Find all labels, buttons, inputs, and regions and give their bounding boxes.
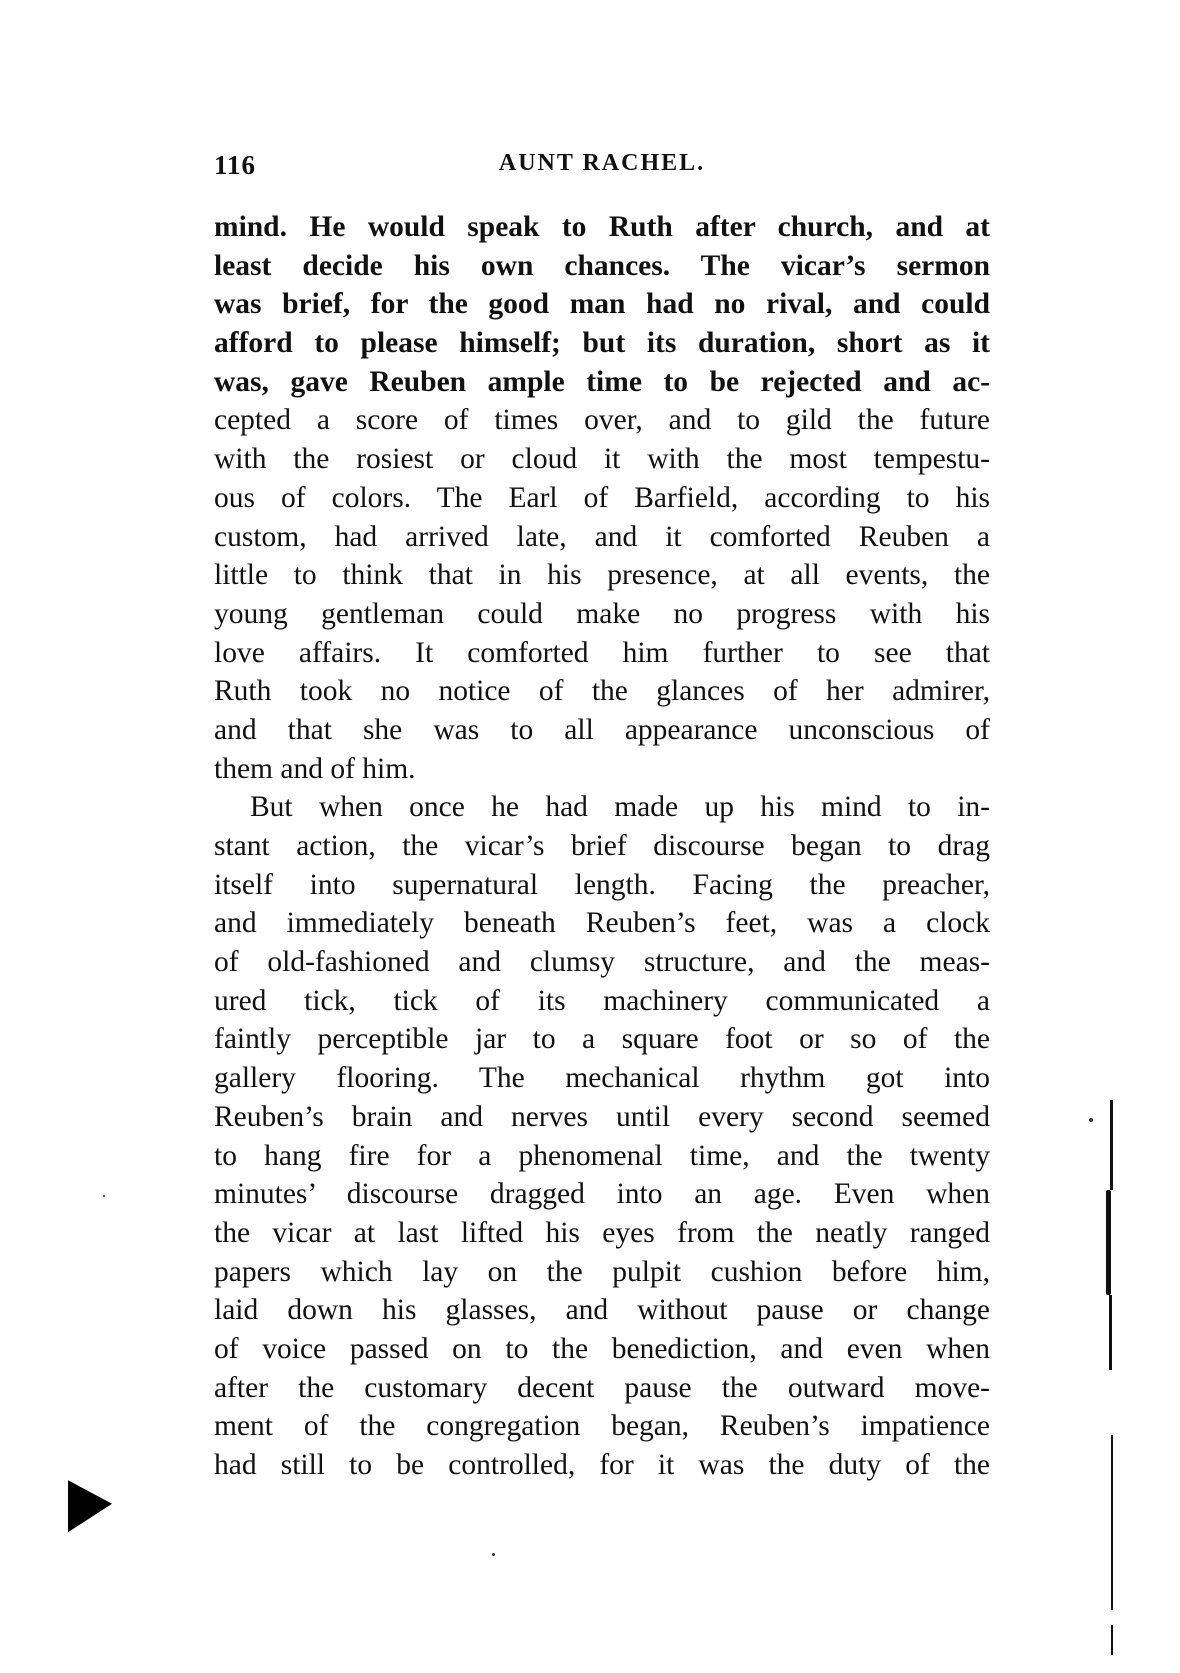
text-line: them and of him.: [214, 752, 416, 785]
text-line: and immediately beneath Reuben’s feet, was a clock: [214, 907, 990, 940]
text-line: ous of colors. The Earl of Barfield, according to his: [214, 481, 990, 514]
text-line: laid down his glasses, and without pause or change: [214, 1294, 990, 1327]
text-line: ured tick, tick of its machinery communicated a: [214, 984, 990, 1017]
text-line: stant action, the vicar’s brief discourse began to drag: [214, 830, 990, 862]
text-line: faintly perceptible jar to a square foot or so of the: [214, 1023, 990, 1056]
running-title: AUNT RACHEL.: [498, 150, 706, 176]
text-line: itself into supernatural length. Facing the preacher,: [214, 868, 990, 901]
body-text: [214, 208, 990, 1485]
margin-scan-mark: [1109, 1295, 1112, 1370]
text-line: custom, had arrived late, and it comforted Reuben a: [214, 520, 990, 553]
margin-dot: [492, 1553, 495, 1556]
text-line: ment of the congregation began, Reuben’s impatience: [214, 1410, 990, 1443]
text-line: But when once he had made up his mind to in-: [250, 791, 990, 824]
margin-dot: [1089, 1118, 1093, 1122]
text-line: had still to be controlled, for it was the duty of the: [214, 1449, 990, 1481]
text-line: little to think that in his presence, at all events, the: [214, 559, 990, 592]
text-line: with the rosiest or cloud it with the most tempestu-: [214, 443, 990, 476]
margin-scan-mark: [1111, 1625, 1113, 1655]
text-line: of voice passed on to the benediction, and even when: [214, 1332, 990, 1365]
margin-scan-mark: [1111, 1435, 1113, 1610]
text-line: gallery flooring. The mechanical rhythm got into: [214, 1062, 990, 1095]
text-line: least decide his own chances. The vicar’s sermon: [214, 249, 990, 282]
text-line: love affairs. It comforted him further to see that: [214, 636, 990, 669]
text-line: of old-fashioned and clumsy structure, and the meas-: [214, 946, 990, 979]
text-line: Ruth took no notice of the glances of her admirer,: [214, 675, 990, 708]
text-line: after the customary decent pause the outward move-: [214, 1371, 990, 1404]
margin-scan-mark: [1110, 1100, 1113, 1190]
margin-dot: [103, 1195, 105, 1197]
text-line: and that she was to all appearance unconscious of: [214, 713, 990, 746]
text-line: minutes’ discourse dragged into an age. Even when: [214, 1178, 990, 1211]
scan-corner-triangle: [68, 1480, 112, 1555]
text-line: the vicar at last lifted his eyes from the neatly ranged: [214, 1216, 990, 1249]
text-line: Reuben’s brain and nerves until every second seemed: [214, 1100, 990, 1133]
text-line: was, gave Reuben ample time to be rejected and ac-: [214, 365, 990, 398]
page-header: [214, 150, 990, 190]
text-line: to hang fire for a phenomenal time, and the twenty: [214, 1139, 990, 1172]
text-line: papers which lay on the pulpit cushion before him,: [214, 1255, 990, 1288]
text-line: was brief, for the good man had no rival, and could: [214, 288, 990, 321]
page-number: 116: [214, 150, 257, 180]
text-line: young gentleman could make no progress with his: [214, 597, 990, 630]
text-line: cepted a score of times over, and to gild the future: [214, 404, 990, 437]
margin-scan-mark: [1106, 1190, 1111, 1295]
text-line: afford to please himself; but its duration, short as it: [214, 327, 990, 360]
text-line: mind. He would speak to Ruth after church, and at: [214, 211, 990, 243]
